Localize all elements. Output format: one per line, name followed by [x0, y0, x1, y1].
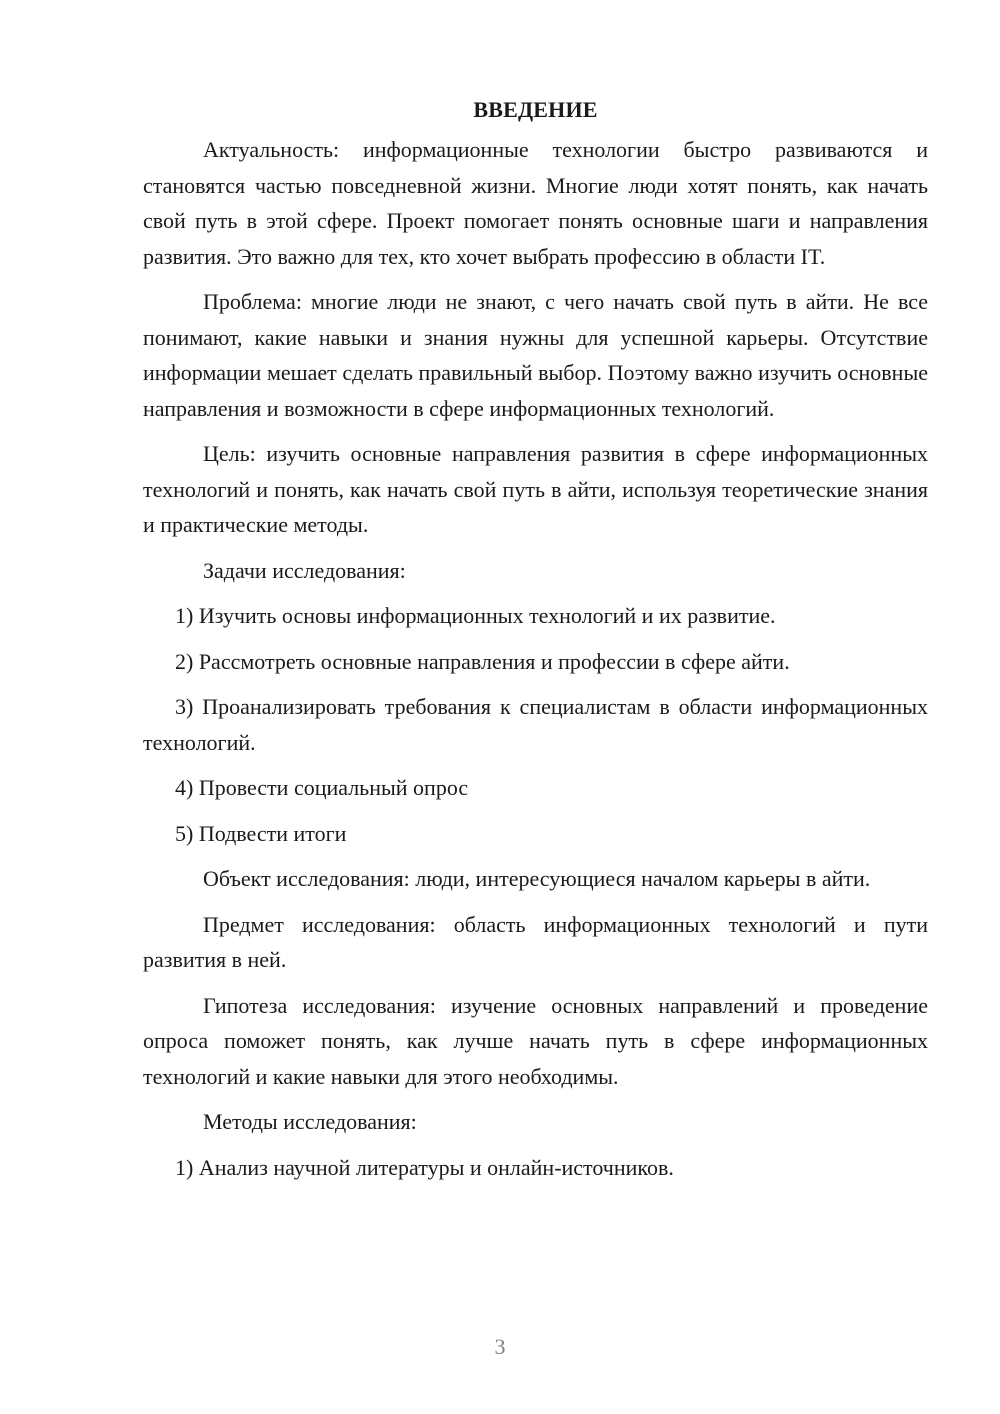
paragraph-object: Объект исследования: люди, интересующиеся началом карьеры в айти. [203, 866, 871, 891]
task-item-2: 2) Рассмотреть основные направления и профессии в сфере айти. [175, 648, 790, 674]
paragraph-tasks-heading: Задачи исследования: [203, 557, 406, 583]
paragraph-problem: Проблема: многие люди не знают, с чего начать свой путь в айти. Не все понимают, какие навыки и знания нужны для успешной карьеры. Отсутствие информации мешает сделать правильный выбор. Поэтому важно изучить основные направления и возможности в сфере информационных технологий. [143, 289, 928, 421]
paragraph-relevance: Актуальность: информационные технологии быстро развиваются и становятся частью повседневной жизни. Многие люди хотят понять, как начать свой путь в этой сфере. Проект помогает понять основные шаги и направления развития. Это важно для тех, кто хочет выбрать профессию в области IT. [143, 137, 928, 269]
paragraph-methods-heading: Методы исследования: [203, 1109, 417, 1134]
page-number: 3 [494, 1334, 506, 1359]
task-item-4: 4) Провести социальный опрос [175, 775, 469, 800]
paragraph-subject: Предмет исследования: область информационных технологий и пути развития в ней. [143, 911, 928, 972]
method-item-1: 1) Анализ научной литературы и онлайн-источников. [175, 1154, 674, 1180]
section-title: ВВЕДЕНИЕ [473, 97, 598, 122]
task-item-3: 3) Проанализировать требования к специалистам в области информационных технологий. [143, 694, 928, 755]
document-page [143, 94, 928, 1195]
task-item-1: 1) Изучить основы информационных технологий и их развитие. [175, 603, 776, 628]
task-item-5: 5) Подвести итоги [175, 820, 347, 846]
paragraph-goal: Цель: изучить основные направления развития в сфере информационных технологий и понять, как начать свой путь в айти, используя теоретические знания и практические методы. [143, 441, 928, 537]
paragraph-hypothesis: Гипотеза исследования: изучение основных направлений и проведение опроса поможет понять, как лучше начать путь в сфере информационных технологий и какие навыки для этого необходимы. [143, 992, 928, 1089]
